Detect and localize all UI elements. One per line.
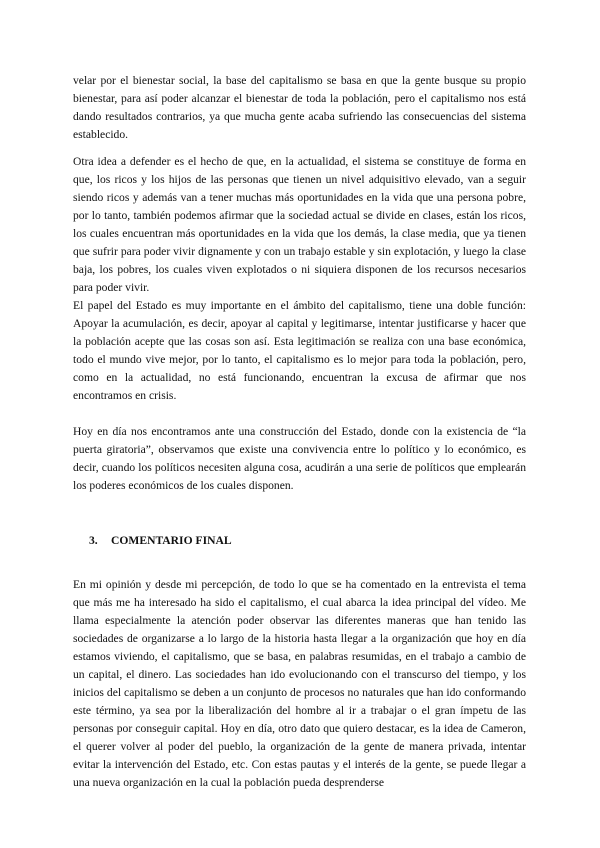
section-heading xyxy=(89,532,232,550)
section-title: COMENTARIO FINAL xyxy=(111,534,232,547)
final-comment-paragraph: En mi opinión y desde mi percepción, de todo lo que se ha comentado en la entrevista el tema que más me ha interesado ha sido el capitalismo, el cual abarca la idea principal del vídeo. Me llama especialmente la atención poder observar las diferentes maneras que han tenido las sociedades de organizarse a lo largo de la historia hasta llegar a la organización que hoy en día estamos viviendo, el capitalismo, que se basa, en palabras resumidas, en el trabajo a cambio de un capital, el dinero. Las sociedades han ido evolucionando con el transcurso del tiempo, y los inicios del capitalismo se deben a un conjunto de procesos no naturales que han ido conformando este término, ya sea por la liberalización del hombre al ir a trabajar o el gran ímpetu de las personas por conseguir capital. Hoy en día, otro dato que quiero destacar, es la idea de Cameron, el querer volver al poder del pueblo, la organización de la gente de manera privada, intentar evitar la intervención del Estado, etc. Con estas pautas y el interés de la gente, se puede llegar a una nueva organización en la cual la población pueda desprenderse xyxy=(73,578,526,789)
section-number: 3. xyxy=(89,534,98,547)
body-paragraph-3: El papel del Estado es muy importante en el ámbito del capitalismo, tiene una doble función: Apoyar la acumulación, es decir, apoyar al capital y legitimarse, intentar justificarse y hacer que la población acepte que las cosas son así. Esta legitimación se realiza con una base económica, todo el mundo vive mejor, por lo tanto, el capitalismo es lo mejor para toda la población, pero, como en la actualidad, no está funcionando, encuentran la excusa de afirmar que nos encontramos en crisis. xyxy=(73,299,526,402)
body-paragraph-2: Otra idea a defender es el hecho de que, en la actualidad, el sistema se constituye de forma en que, los ricos y los hijos de las personas que tienen un nivel adquisitivo elevado, van a seguir siendo ricos y además van a tener muchas más oportunidades en la vida que una persona pobre, por lo tanto, también podemos afirmar que la sociedad actual se divide en clases, están los ricos, los cuales encuentran más oportunidades en la vida que los demás, la clase media, que ya tienen que sufrir para poder vivir dignamente y con un trabajo estable y sin explotación, y luego la clase baja, los pobres, los cuales viven explotados o ni siquiera disponen de los recursos necesarios para poder vivir. xyxy=(73,155,526,294)
body-paragraph-1: velar por el bienestar social, la base del capitalismo se basa en que la gente busque su propio bienestar, para así poder alcanzar el bienestar de toda la población, pero el capitalismo nos está dando resultados contrarios, ya que mucha gente acaba sufriendo las consecuencias del sistema establecido. xyxy=(73,74,526,141)
body-paragraph-4: Hoy en día nos encontramos ante una construcción del Estado, donde con la existencia de “la puerta giratoria”, observamos que existe una convivencia entre lo político y lo económico, es decir, cuando los políticos necesiten alguna cosa, acudirán a una serie de políticos que emplearán los poderes económicos de los cuales disponen. xyxy=(73,425,526,492)
